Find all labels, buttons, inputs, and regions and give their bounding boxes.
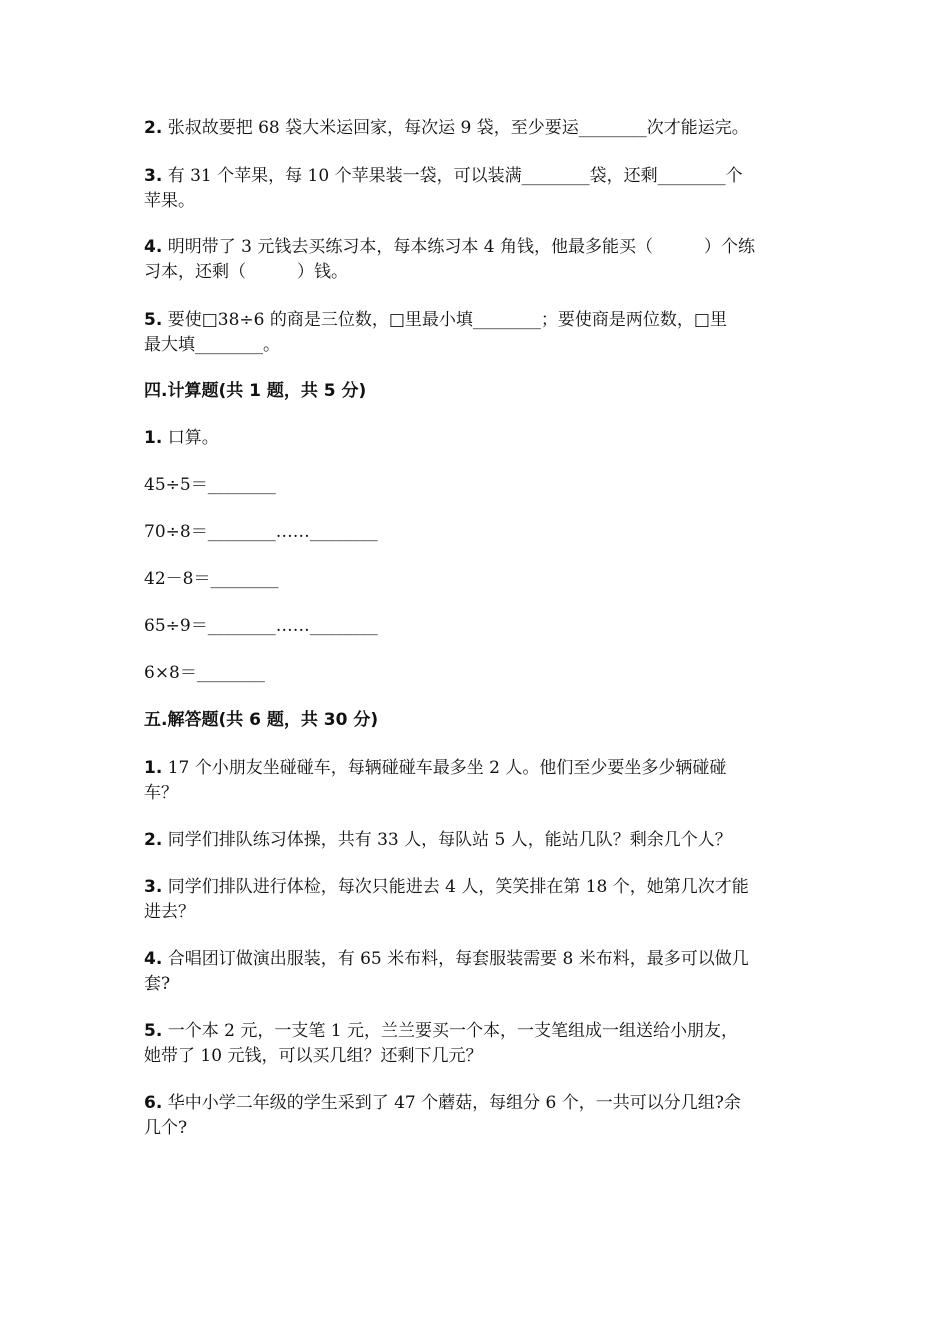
question-text: 张叔故要把 68 袋大米运回家，每次运 9 袋，至少要运________次才能运完。 bbox=[167, 118, 749, 138]
question-text-cont: 套? bbox=[144, 974, 171, 994]
question-s5-2 bbox=[144, 827, 824, 853]
question-number: 4. bbox=[144, 949, 163, 969]
question-number: 6. bbox=[144, 1093, 163, 1113]
question-number: 2. bbox=[144, 118, 163, 138]
question-text-cont: 习本，还剩（ ）钱。 bbox=[144, 262, 348, 282]
question-number: 2. bbox=[144, 830, 163, 850]
calc-item: 6×8＝________ bbox=[144, 663, 265, 683]
question-text: 有 31 个苹果，每 10 个苹果装一袋，可以装满________袋，还剩________个 bbox=[167, 166, 743, 186]
question-s3-2 bbox=[144, 115, 824, 141]
question-s4-1 bbox=[144, 425, 824, 451]
question-text-cont: 进去？ bbox=[144, 902, 195, 922]
question-number: 5. bbox=[144, 310, 163, 330]
question-text: 华中小学二年级的学生采到了 47 个蘑菇，每组分 6 个，一共可以分几组?余 bbox=[167, 1093, 741, 1113]
question-s5-4 bbox=[144, 946, 824, 972]
question-text: 要使□38÷6 的商是三位数，□里最小填________；要使商是两位数，□里 bbox=[167, 310, 727, 330]
question-s5-5 bbox=[144, 1018, 824, 1044]
question-text-cont: 她带了 10 元钱，可以买几组？还剩下几元？ bbox=[144, 1046, 483, 1066]
question-number: 1. bbox=[144, 428, 163, 448]
question-text: 一个本 2 元，一支笔 1 元，兰兰要买一个本，一支笔组成一组送给小朋友， bbox=[167, 1021, 738, 1041]
question-number: 3. bbox=[144, 166, 163, 186]
question-text-cont: 车？ bbox=[144, 783, 178, 803]
question-s5-1-cont bbox=[144, 780, 824, 806]
question-text: 同学们排队进行体检，每次只能进去 4 人，笑笑排在第 18 个，她第几次才能 bbox=[167, 877, 749, 897]
question-number: 1. bbox=[144, 758, 163, 778]
question-s5-4-cont bbox=[144, 971, 824, 997]
question-text: 合唱团订做演出服装，有 65 米布料，每套服装需要 8 米布料，最多可以做几 bbox=[167, 949, 749, 969]
calc-item: 42－8＝________ bbox=[144, 569, 279, 589]
question-s5-6 bbox=[144, 1090, 824, 1116]
question-text: 17 个小朋友坐碰碰车，每辆碰碰车最多坐 2 人。他们至少要坐多少辆碰碰 bbox=[167, 758, 727, 778]
question-text-cont: 最大填________。 bbox=[144, 335, 280, 355]
question-s3-3 bbox=[144, 163, 824, 189]
question-s3-5 bbox=[144, 307, 824, 333]
section-heading-calc: 四.计算题(共 1 题，共 5 分) bbox=[144, 381, 367, 401]
question-s5-3 bbox=[144, 874, 824, 900]
question-s5-3-cont bbox=[144, 899, 824, 925]
calc-item: 45÷5＝________ bbox=[144, 475, 276, 495]
question-text: 同学们排队练习体操，共有 33 人，每队站 5 人，能站几队？剩余几个人？ bbox=[167, 830, 732, 850]
question-s3-5-cont bbox=[144, 332, 824, 358]
question-number: 3. bbox=[144, 877, 163, 897]
question-s5-1 bbox=[144, 755, 824, 781]
section-heading-answer: 五.解答题(共 6 题，共 30 分) bbox=[144, 710, 379, 730]
question-s5-5-cont bbox=[144, 1043, 824, 1069]
question-number: 5. bbox=[144, 1021, 163, 1041]
question-text: 口算。 bbox=[167, 428, 219, 448]
question-number: 4. bbox=[144, 237, 163, 257]
question-s5-6-cont bbox=[144, 1115, 824, 1141]
question-s3-4-cont bbox=[144, 259, 824, 285]
question-text-cont: 苹果。 bbox=[144, 191, 195, 211]
calc-item: 70÷8＝________……________ bbox=[144, 522, 378, 542]
question-text-cont: 几个? bbox=[144, 1118, 188, 1138]
calc-item: 65÷9＝________……________ bbox=[144, 616, 378, 636]
question-text: 明明带了 3 元钱去买练习本，每本练习本 4 角钱，他最多能买（ ）个练 bbox=[167, 237, 755, 257]
question-s3-4 bbox=[144, 234, 824, 260]
question-s3-3-cont bbox=[144, 188, 824, 214]
